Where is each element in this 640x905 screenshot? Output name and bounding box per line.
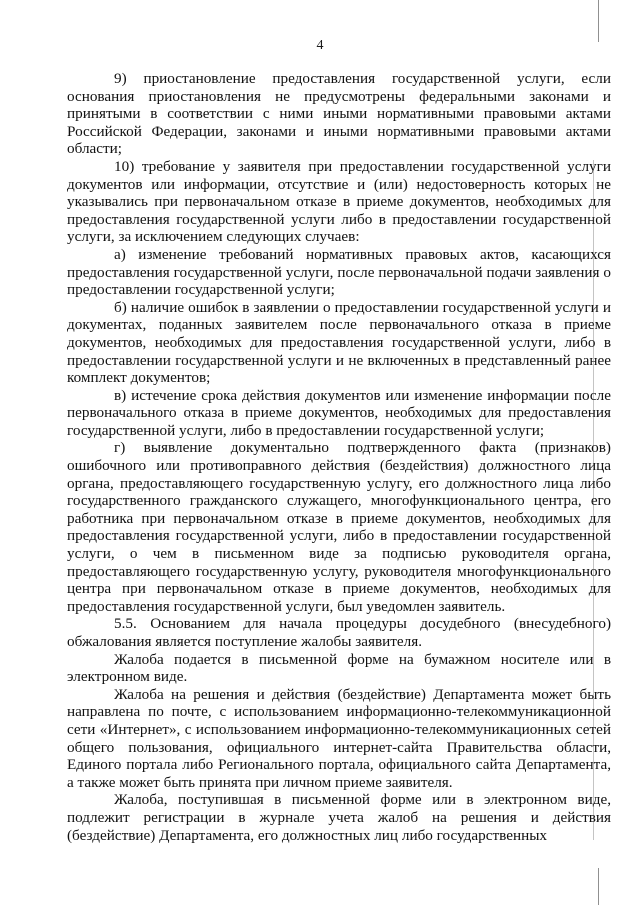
paragraph-section-5-5: 5.5. Основанием для начала процедуры досудебного (внесудебного) обжалования является поступление жалобы заявителя. [67, 615, 611, 650]
paragraph-complaint-channels: Жалоба на решения и действия (бездействие) Департамента может быть направлена по почте, с использованием информационно-телекоммуникационной сети «Интернет», с использованием информационно-телекоммуникационных сетей общего пользования, официального интернет-сайта Правительства области, Единого портала либо Регионального портала, официального сайта Департамента, а также может быть принята при личном приеме заявителя. [67, 685, 611, 791]
paragraph-complaint-form: Жалоба подается в письменной форме на бумажном носителе или в электронном виде. [67, 650, 611, 686]
paragraph-subitem-v: в) истечение срока действия документов или изменение информации после первоначального отказа в приеме документов, необходимых для предоставления государственной услуги, либо в предоставлении государственной услуги; [67, 386, 611, 439]
document-body [67, 70, 611, 844]
paragraph-subitem-a: а) изменение требований нормативных правовых актов, касающихся предоставления государственной услуги, после первоначальной подачи заявления о предоставлении государственной услуги; [67, 245, 611, 299]
scan-artifact-top [598, 0, 599, 42]
paragraph-complaint-registration: Жалоба, поступившая в письменной форме или в электронном виде, подлежит регистрации в журнале учета жалоб на решения и действия (бездействие) Департамента, его должностных лиц либо государственных [67, 791, 611, 844]
scan-artifact-bottom [598, 868, 599, 905]
paragraph-subitem-b: б) наличие ошибок в заявлении о предоставлении государственной услуги и документах, поданных заявителем после первоначального отказа в приеме документов, необходимых для предоставления государственной услуги, либо в предоставлении государственной услуги и не включенных в представленный ранее комплект документов; [67, 298, 611, 387]
paragraph-item-10: 10) требование у заявителя при предоставлении государственной услуги документов или информации, отсутствие и (или) недостоверность которых не указывались при первоначальном отказе в приеме документов, необходимых для предоставления государственной услуги либо в предоставлении государственной услуги, за исключением следующих случаев: [67, 157, 611, 246]
paragraph-subitem-g: г) выявление документально подтвержденного факта (признаков) ошибочного или противоправного действия (бездействия) должностного лица органа, предоставляющего государственную услугу, его должностного лица либо государственного гражданского служащего, многофункционального центра, его работника при первоначальном отказе в приеме документов, необходимых для предоставления государственной услуги, либо в предоставлении государственной услуги, о чем в письменном виде за подписью руководителя органа, предоставляющего государственную услугу, руководителя многофункционального центра при первоначальном отказе в приеме документов, необходимых для предоставления государственной услуги, был уведомлен заявитель. [67, 439, 611, 615]
scan-artifact-right [593, 160, 594, 840]
paragraph-item-9: 9) приостановление предоставления государственной услуги, если основания приостановления не предусмотрены федеральными законами и принятыми в соответствии с ними иными нормативными правовыми актами Российской Федерации, законами и иными нормативными правовыми актами области; [67, 70, 611, 158]
page-number: 4 [316, 38, 324, 53]
